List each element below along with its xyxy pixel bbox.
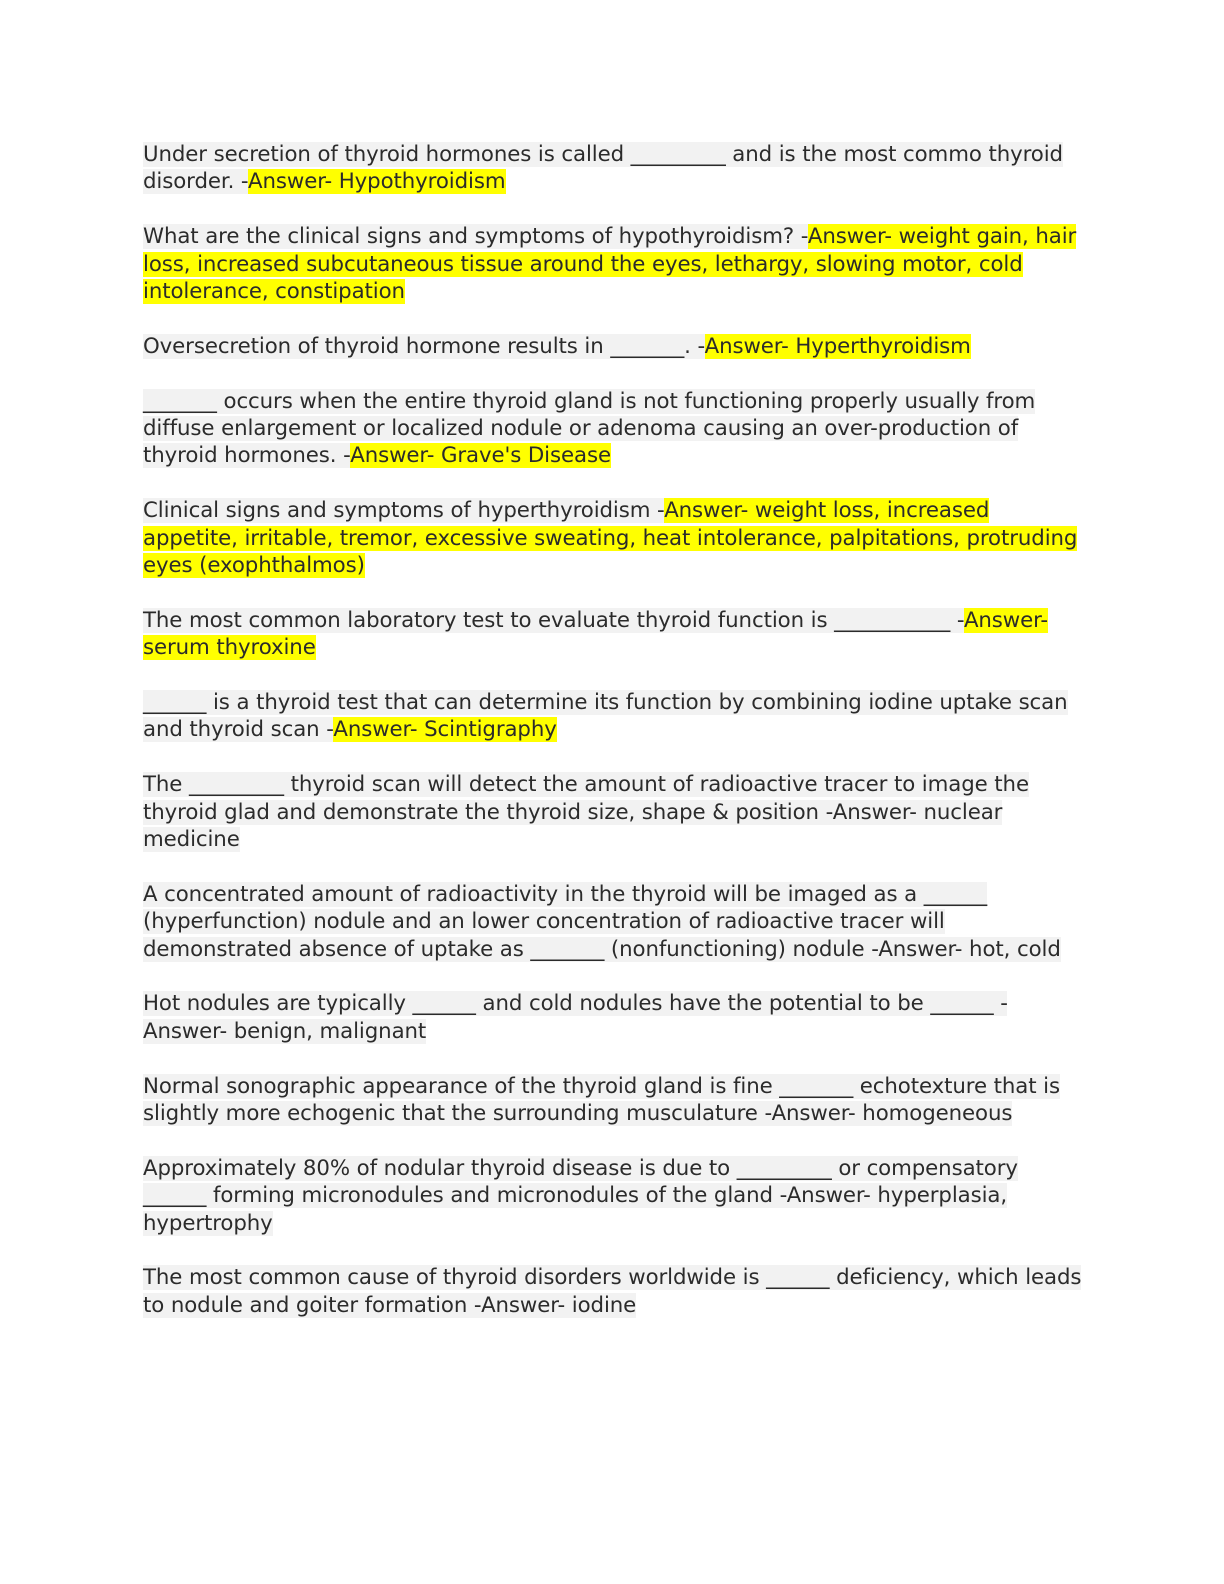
question-text: Under secretion of thyroid hormones is called _________ and is the most commo thyroid disorder. - — [143, 142, 1063, 195]
question-text: Hot nodules are typically ______ and cold nodules have the potential to be ______ - — [143, 991, 1008, 1017]
question-text: The most common cause of thyroid disorders worldwide is ______ deficiency, which leads to nodule and goiter formation - — [143, 1265, 1082, 1318]
qa-item — [143, 1073, 1083, 1128]
qa-item — [143, 333, 1083, 360]
qa-item — [143, 607, 1083, 662]
answer-text: Answer- Grave's Disease — [350, 443, 611, 469]
question-text: Clinical signs and symptoms of hyperthyroidism - — [143, 498, 665, 524]
answer-text: Answer- hyperplasia, hypertrophy — [143, 1183, 1008, 1236]
qa-item — [143, 388, 1083, 470]
answer-text: Answer- iodine — [481, 1292, 637, 1318]
question-text: Approximately 80% of nodular thyroid disease is due to _________ or compensatory ______ forming micronodules and micronodules of the gland - — [143, 1155, 1018, 1209]
question-text: The most common laboratory test to evaluate thyroid function is ___________ - — [143, 607, 964, 633]
answer-text: Answer- Hyperthyroidism — [704, 333, 971, 359]
qa-item — [143, 881, 1083, 963]
question-text: What are the clinical signs and symptoms of hypothyroidism? - — [143, 224, 808, 250]
answer-text: Answer- hot, cold — [878, 936, 1061, 962]
answer-text: Answer- weight loss, increased appetite, irritable, tremor, excessive sweating, heat intolerance, palpitations, protruding eyes (exophthalmos) — [143, 498, 1078, 579]
qa-item — [143, 223, 1083, 305]
qa-item — [143, 689, 1083, 744]
question-text: Oversecretion of thyroid hormone results in _______. - — [143, 333, 705, 359]
answer-text: Answer- weight gain, hair loss, increased subcutaneous tissue around the eyes, lethargy, slowing motor, cold intolerance, constipation — [143, 224, 1077, 305]
answer-text: Answer- serum thyroxine — [143, 607, 1048, 661]
question-text: ______ is a thyroid test that can determine its function by combining iodine uptake scan and thyroid scan - — [143, 690, 1068, 743]
answer-text: Answer- Hypothyroidism — [248, 169, 506, 195]
document-page — [143, 141, 1083, 1347]
qa-item — [143, 771, 1083, 853]
question-text: _______ occurs when the entire thyroid gland is not functioning properly usually from diffuse enlargement or localized nodule or adenoma causing an over-production of thyroid hormones. - — [143, 388, 1036, 469]
qa-item — [143, 1155, 1083, 1237]
answer-text: Answer- homogeneous — [771, 1101, 1013, 1127]
question-text: Normal sonographic appearance of the thyroid gland is fine _______ echotexture that is slightly more echogenic that the surrounding musculature - — [143, 1073, 1060, 1127]
question-text: A concentrated amount of radioactivity in the thyroid will be imaged as a ______ (hyperfunction) nodule and an lower concentration of radioactive tracer will demonstrated absence of uptake as _______ (nonfunctioning) nodule - — [143, 881, 988, 962]
question-text: The _________ thyroid scan will detect the amount of radioactive tracer to image the thyroid glad and demonstrate the thyroid size, shape & position - — [143, 772, 1029, 825]
qa-item — [143, 1264, 1083, 1319]
answer-text: Answer- benign, malignant — [143, 1018, 427, 1044]
answer-text: Answer- Scintigraphy — [333, 717, 557, 743]
qa-item — [143, 497, 1083, 579]
qa-item — [143, 990, 1083, 1045]
answer-text: Answer- nuclear medicine — [143, 799, 1003, 853]
qa-item — [143, 141, 1083, 196]
